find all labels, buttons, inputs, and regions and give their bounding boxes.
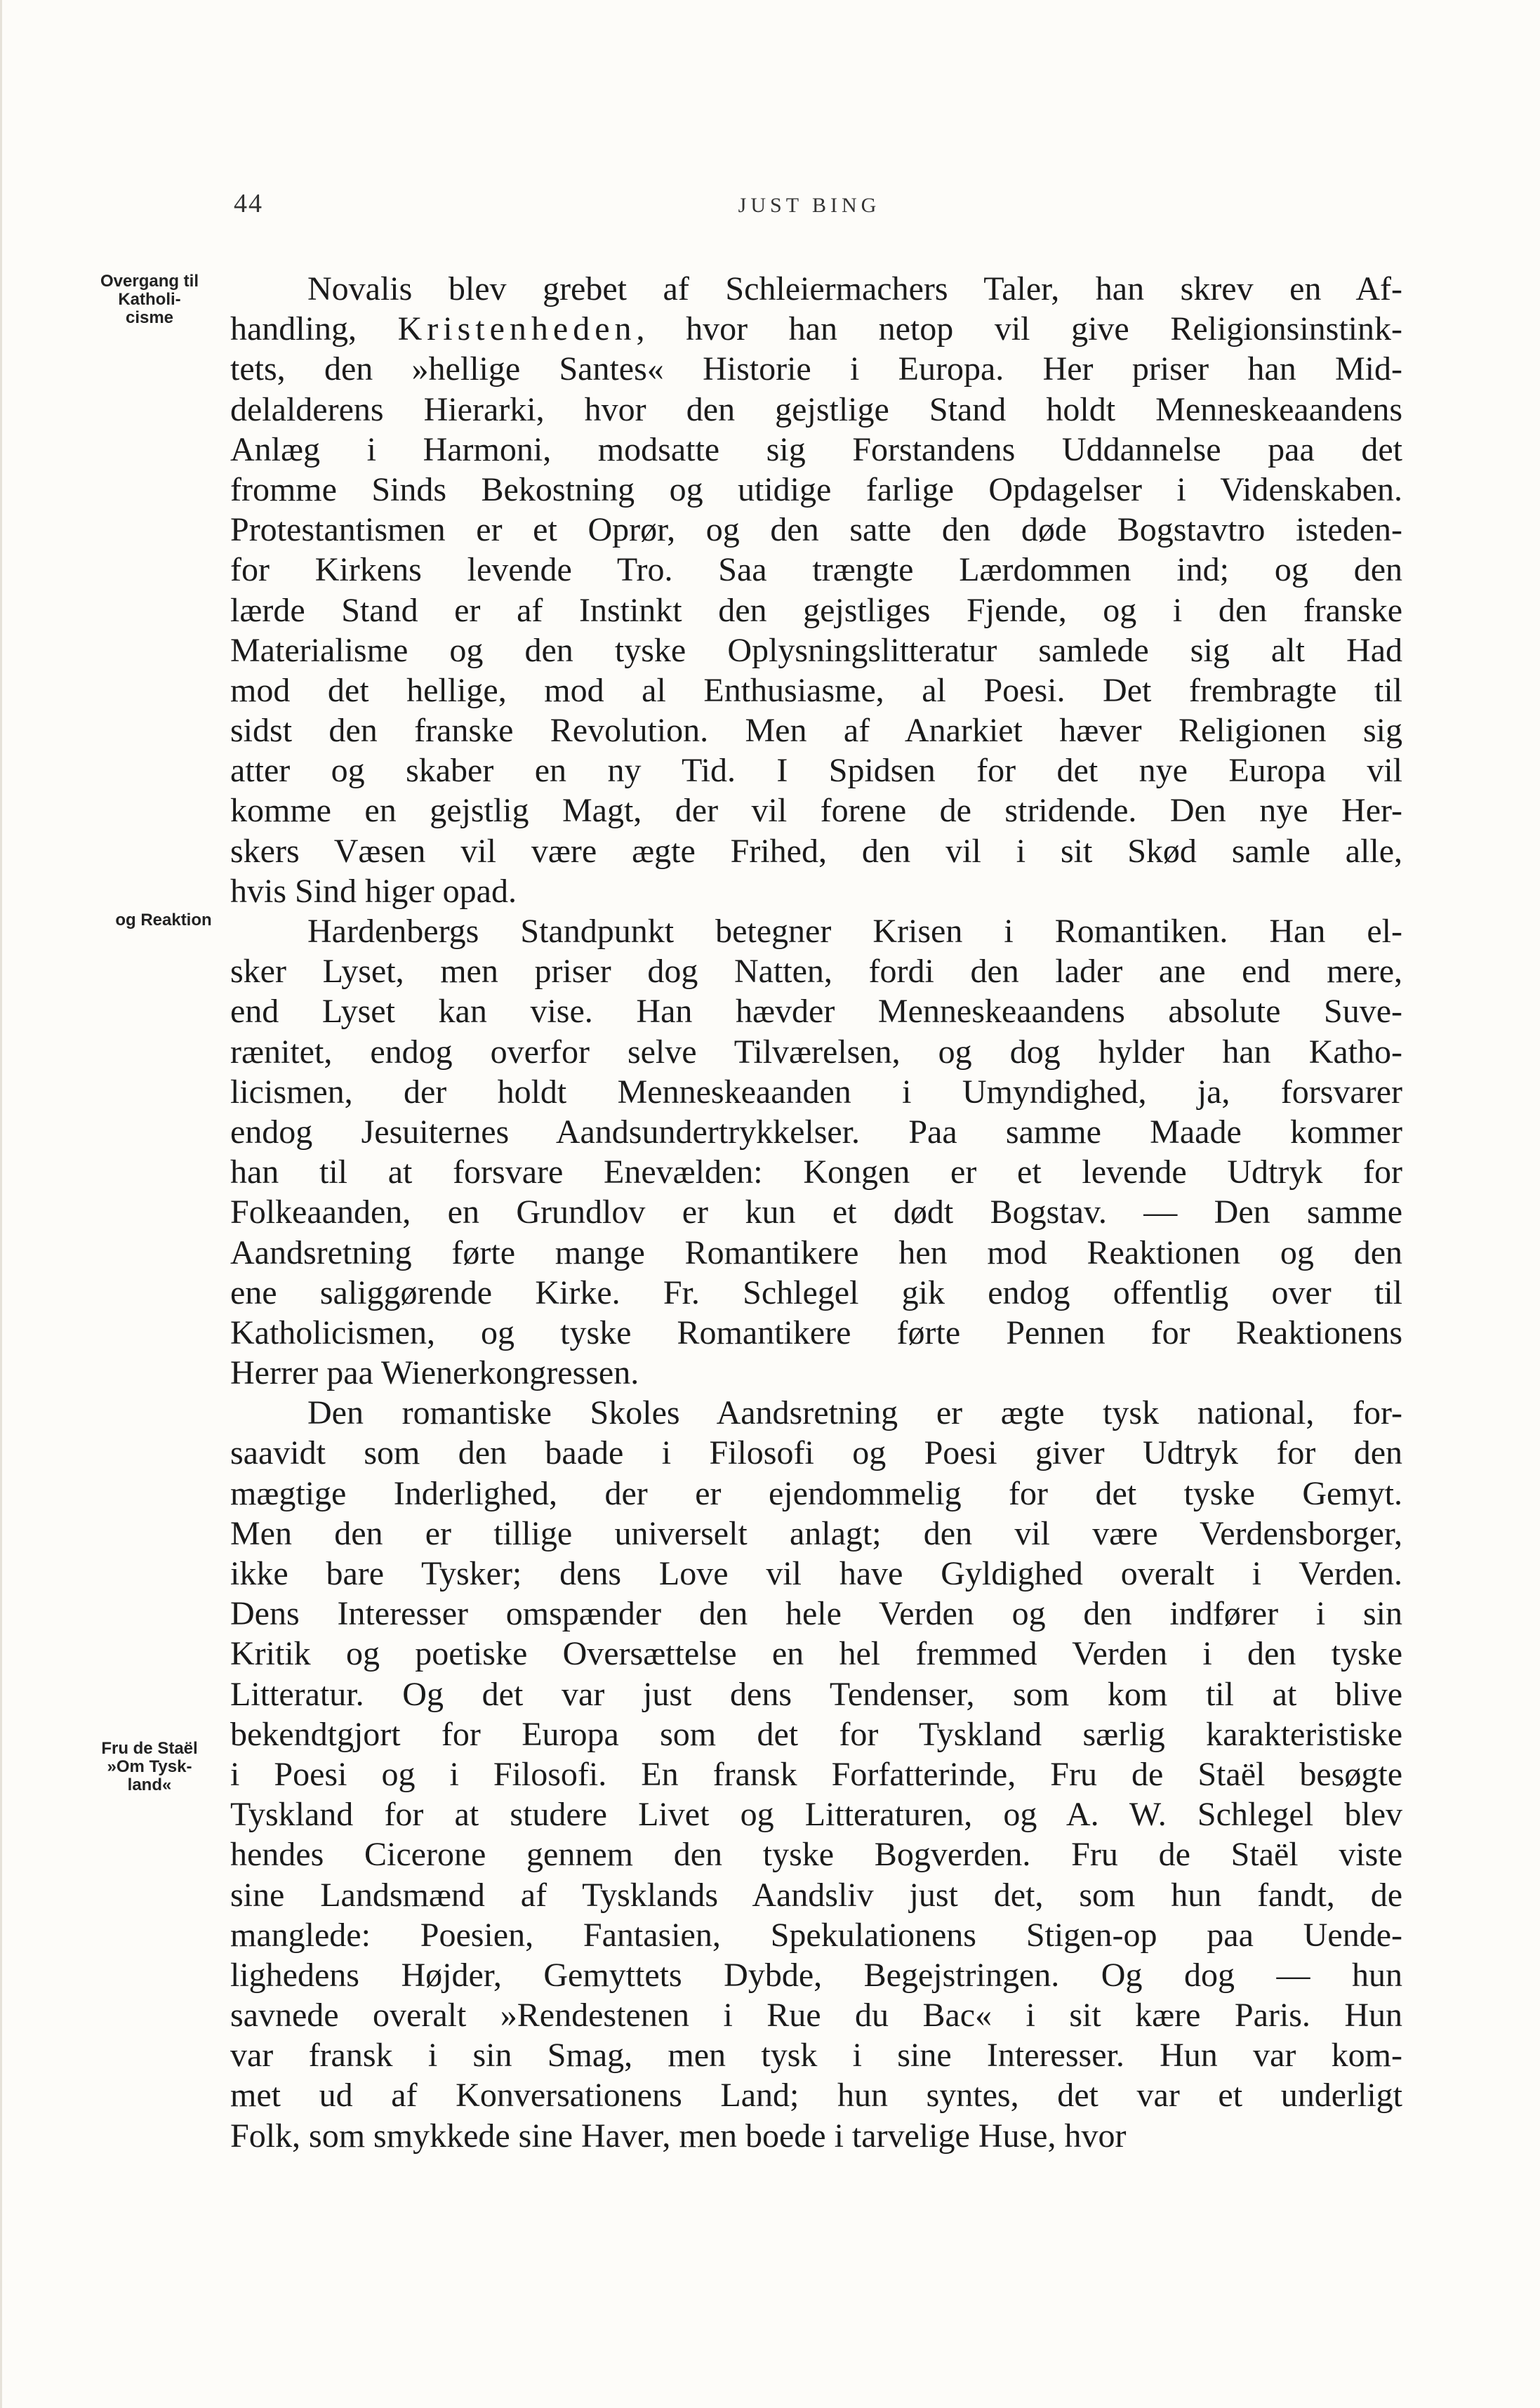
text-line: lighedens Højder, Gemyttets Dybde, Begejstringen. Og dog — hun xyxy=(230,1956,1402,1994)
text-segment: handling, xyxy=(230,310,398,348)
text-line: Den romantiske Skoles Aandsretning er ægte tysk national, for- xyxy=(307,1394,1402,1432)
text-line: Protestantismen er et Oprør, og den satte den døde Bogstavtro isteden- xyxy=(230,511,1402,549)
text-line: Men den er tillige universelt anlagt; den vil være Verdensborger, xyxy=(230,1514,1402,1552)
text-line: var fransk i sin Smag, men tysk i sine Interesser. Hun var kom- xyxy=(230,2037,1402,2075)
text-line: tets, den »hellige Santes« Historie i Europa. Her priser han Mid- xyxy=(230,350,1402,388)
text-line: Kritik og poetiske Oversættelse en hel fremmed Verden i den tyske xyxy=(230,1635,1402,1673)
text-line: Hardenbergs Standpunkt betegner Krisen i Romantiken. Han el- xyxy=(307,913,1402,950)
text-line: mod det hellige, mod al Enthusiasme, al Poesi. Det frembragte til xyxy=(230,671,1402,709)
text-line: savnede overalt »Rendestenen i Rue du Bac« i sit kære Paris. Hun xyxy=(230,1997,1402,2035)
text-line: Tyskland for at studere Livet og Litteraturen, og A. W. Schlegel blev xyxy=(230,1796,1402,1834)
margin-note-stael: Fru de Staël »Om Tysk- land« xyxy=(101,1739,198,1794)
text-line: i Poesi og i Filosofi. En fransk Forfatterinde, Fru de Staël besøgte xyxy=(230,1755,1402,1793)
text-line: endog Jesuiternes Aandsundertrykkelser. Paa samme Maade kommer xyxy=(230,1113,1402,1151)
running-head: JUST BING xyxy=(738,194,881,217)
margin-note-reaktion: og Reaktion xyxy=(115,911,212,930)
text-line: for Kirkens levende Tro. Saa trængte Lærdommen ind; og den xyxy=(230,551,1402,589)
page-header xyxy=(213,188,1406,230)
text-line: Materialisme og den tyske Oplysningslitteratur samlede sig alt Had xyxy=(230,631,1402,669)
body-text xyxy=(230,269,1402,2156)
text-line: licismen, der holdt Menneskeaanden i Umyndighed, ja, forsvarer xyxy=(230,1073,1402,1111)
text-line xyxy=(230,309,1402,349)
text-line: end Lyset kan vise. Han hævder Menneskeaandens absolute Suve- xyxy=(230,993,1402,1031)
text-line: hendes Cicerone gennem den tyske Bogverden. Fru de Staël viste xyxy=(230,1836,1402,1874)
text-line: mægtige Inderlighed, der er ejendommelig for det tyske Gemyt. xyxy=(230,1474,1402,1512)
text-line: bekendtgjort for Europa som det for Tyskland særlig karakteristiske xyxy=(230,1715,1402,1753)
text-line: delalderens Hierarki, hvor den gejstlige Stand holdt Menneskeaandens xyxy=(230,390,1402,428)
page-number: 44 xyxy=(234,189,263,218)
text-line: Katholicismen, og tyske Romantikere førte Pennen for Reaktionens xyxy=(230,1314,1402,1351)
text-line: Litteratur. Og det var just dens Tendenser, som kom til at blive xyxy=(230,1675,1402,1713)
text-line: manglede: Poesien, Fantasien, Spekulationens Stigen-op paa Uende- xyxy=(230,1916,1402,1954)
text-line: ikke bare Tysker; dens Love vil have Gyldighed overalt i Verden. xyxy=(230,1555,1402,1592)
text-line: saavidt som den baade i Filosofi og Poesi giver Udtryk for den xyxy=(230,1434,1402,1472)
text-line: Herrer paa Wienerkongressen. xyxy=(230,1354,639,1392)
text-line: hvis Sind higer opad. xyxy=(230,872,517,910)
text-line: met ud af Konversationens Land; hun syntes, det var et underligt xyxy=(230,2077,1402,2115)
text-line: Dens Interesser omspænder den hele Verden og den indfører i sin xyxy=(230,1595,1402,1633)
text-line: Folkeaanden, en Grundlov er kun et dødt Bogstav. — Den samme xyxy=(230,1193,1402,1231)
text-line: sidst den franske Revolution. Men af Anarkiet hæver Religionen sig xyxy=(230,712,1402,750)
text-line: Anlæg i Harmoni, modsatte sig Forstandens Uddannelse paa det xyxy=(230,430,1402,468)
text-line: Novalis blev grebet af Schleiermachers Taler, han skrev en Af- xyxy=(307,270,1402,307)
text-line: sine Landsmænd af Tysklands Aandsliv just det, som hun fandt, de xyxy=(230,1876,1402,1914)
margin-note-overgang: Overgang til Katholi- cisme xyxy=(100,272,199,327)
text-line: lærde Stand er af Instinkt den gejstliges Fjende, og i den franske xyxy=(230,591,1402,629)
text-line: fromme Sinds Bekostning og utidige farlige Opdagelser i Videnskaben. xyxy=(230,470,1402,508)
text-line: skers Væsen vil være ægte Frihed, den vil i sit Skød samle alle, xyxy=(230,832,1402,870)
text-segment: , hvor han netop vil give Religionsinstink- xyxy=(636,310,1402,348)
text-line: ene saliggørende Kirke. Fr. Schlegel gik endog offentlig over til xyxy=(230,1274,1402,1311)
text-line: rænitet, endog overfor selve Tilværelsen, og dog hylder han Katho- xyxy=(230,1033,1402,1071)
text-line: Folk, som smykkede sine Haver, men boede i tarvelige Huse, hvor xyxy=(230,2117,1127,2155)
text-line: sker Lyset, men priser dog Natten, fordi den lader ane end mere, xyxy=(230,953,1402,991)
text-line: han til at forsvare Enevælden: Kongen er et levende Udtryk for xyxy=(230,1153,1402,1191)
spaced-title: Kristenheden xyxy=(397,310,637,348)
text-line: atter og skaber en ny Tid. I Spidsen for det nye Europa vil xyxy=(230,752,1402,790)
text-line: komme en gejstlig Magt, der vil forene de stridende. Den nye Her- xyxy=(230,792,1402,830)
text-line: Aandsretning førte mange Romantikere hen mod Reaktionen og den xyxy=(230,1233,1402,1271)
